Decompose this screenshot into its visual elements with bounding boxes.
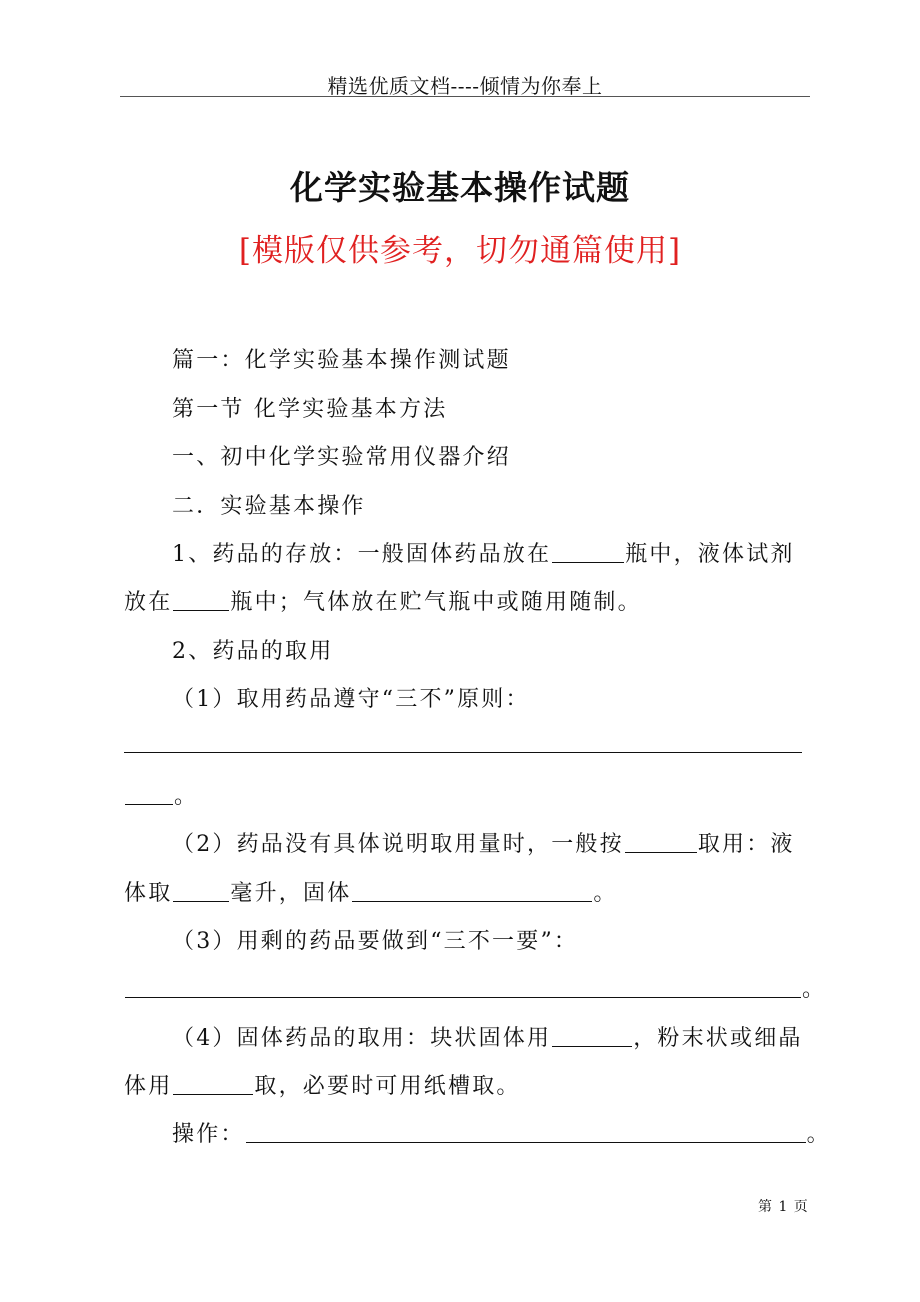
fill-blank[interactable] [552,1024,632,1047]
question-text: 瓶中；气体放在贮气瓶中或随用随制。 [230,590,642,615]
fill-blank[interactable] [552,540,624,563]
question-1-line-2 [124,585,642,616]
question-text: 毫升，固体 [230,881,352,906]
fill-blank[interactable] [625,830,697,853]
fill-blank[interactable] [125,782,173,805]
fill-blank[interactable] [173,879,229,902]
question-text: 操作： [172,1122,245,1147]
answer-line[interactable] [124,732,802,753]
fill-blank[interactable] [173,588,229,611]
header-divider [120,96,810,97]
page-header: 精选优质文档----倾情为你奉上 [327,74,603,98]
question-text: ，粉末状或细晶 [633,1026,803,1051]
punctuation: 。 [593,881,618,906]
fill-blank[interactable] [246,1120,806,1143]
question-2-4-line-2 [124,1069,521,1100]
question-text: 取，必要时可用纸槽取。 [254,1074,521,1099]
question-2-heading: 2、药品的取用 [172,639,334,664]
answer-line-end [124,779,198,810]
question-2-2-line-1 [172,827,795,858]
subsection-heading: 第一节 化学实验基本方法 [172,397,448,422]
topic-heading-2: 二．实验基本操作 [172,494,366,519]
topic-heading-1: 一、初中化学实验常用仪器介绍 [172,445,511,470]
question-text: （2）药品没有具体说明取用量时，一般按 [172,832,624,857]
operation-line [172,1117,831,1148]
question-text: 放在 [124,590,173,615]
answer-line-2 [124,972,826,1003]
punctuation: 。 [806,1122,831,1147]
fill-blank[interactable] [173,1072,253,1095]
question-2-2-line-2 [124,876,618,907]
fill-blank[interactable] [352,879,592,902]
document-title: 化学实验基本操作试题 [290,168,630,207]
punctuation: 。 [802,977,827,1002]
question-text: （4）固体药品的取用：块状固体用 [172,1026,552,1051]
question-2-4-line-1 [172,1021,803,1052]
punctuation: 。 [174,784,199,809]
question-text: 瓶中，液体试剂 [625,542,795,567]
question-2-1: （1）取用药品遵守“三不”原则： [172,687,530,712]
template-notice: [模版仅供参考，切勿通篇使用] [238,233,682,269]
question-text: 1、药品的存放：一般固体药品放在 [172,542,552,567]
question-1-line-1 [172,537,795,568]
question-2-3: （3）用剩的药品要做到“三不一要”： [172,929,579,954]
question-text: 体取 [124,881,173,906]
question-text: 取用：液 [697,832,795,857]
section-heading: 篇一：化学实验基本操作测试题 [172,348,511,373]
fill-blank[interactable] [125,975,801,998]
question-text: 体用 [124,1074,173,1099]
page-number: 第 1 页 [758,1199,809,1215]
